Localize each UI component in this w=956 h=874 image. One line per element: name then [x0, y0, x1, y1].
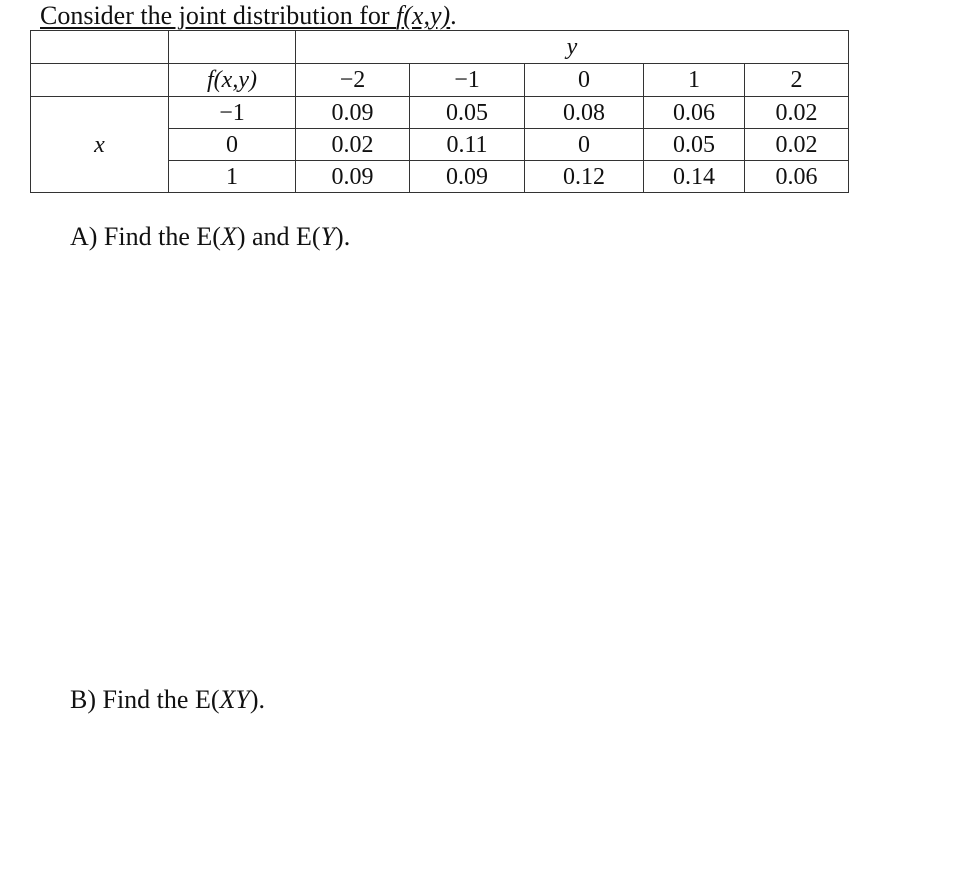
probability-cell: 0.12: [525, 161, 644, 193]
probability-cell: 0.02: [296, 129, 410, 161]
question-a-text: A) Find the E(: [70, 222, 221, 251]
x-value: 1: [169, 161, 296, 193]
intro-lead: Consider the joint distribution for: [40, 1, 397, 30]
probability-cell: 0.09: [296, 161, 410, 193]
probability-cell: 0.05: [644, 129, 745, 161]
probability-cell: 0: [525, 129, 644, 161]
table-header-values-row: [31, 64, 849, 97]
y-value-header: −2: [296, 64, 410, 97]
blank-cell: [169, 31, 296, 64]
intro-function: f(x,y): [396, 1, 451, 30]
probability-cell: 0.02: [745, 97, 849, 129]
corner-label: f(x,y): [169, 64, 296, 97]
probability-cell: 0.09: [410, 161, 525, 193]
x-value: −1: [169, 97, 296, 129]
table-header-y-row: [31, 31, 849, 64]
question-a-text: ).: [335, 222, 351, 251]
question-b: [70, 685, 265, 715]
y-label: y: [296, 31, 849, 64]
question-a-text: ) and E(: [236, 222, 321, 251]
table-row: [31, 97, 849, 129]
probability-cell: 0.06: [644, 97, 745, 129]
question-a: [70, 222, 350, 252]
question-b-text: ).: [249, 685, 266, 714]
question-b-var-xy: XY: [219, 685, 250, 714]
y-value-header: −1: [410, 64, 525, 97]
question-a-var-y: Y: [320, 222, 336, 251]
probability-cell: 0.06: [745, 161, 849, 193]
y-value-header: 2: [745, 64, 849, 97]
probability-cell: 0.14: [644, 161, 745, 193]
probability-cell: 0.08: [525, 97, 644, 129]
question-b-text: B) Find the E(: [70, 685, 220, 714]
blank-cell: [31, 64, 169, 97]
probability-cell: 0.05: [410, 97, 525, 129]
probability-cell: 0.02: [745, 129, 849, 161]
joint-distribution-table: [30, 30, 849, 193]
x-value: 0: [169, 129, 296, 161]
y-value-header: 1: [644, 64, 745, 97]
blank-cell: [31, 31, 169, 64]
intro-tail: .: [450, 1, 457, 30]
question-a-var-x: X: [220, 222, 237, 251]
x-label: x: [31, 97, 169, 193]
problem-intro: [40, 0, 457, 32]
probability-cell: 0.09: [296, 97, 410, 129]
y-value-header: 0: [525, 64, 644, 97]
probability-cell: 0.11: [410, 129, 525, 161]
